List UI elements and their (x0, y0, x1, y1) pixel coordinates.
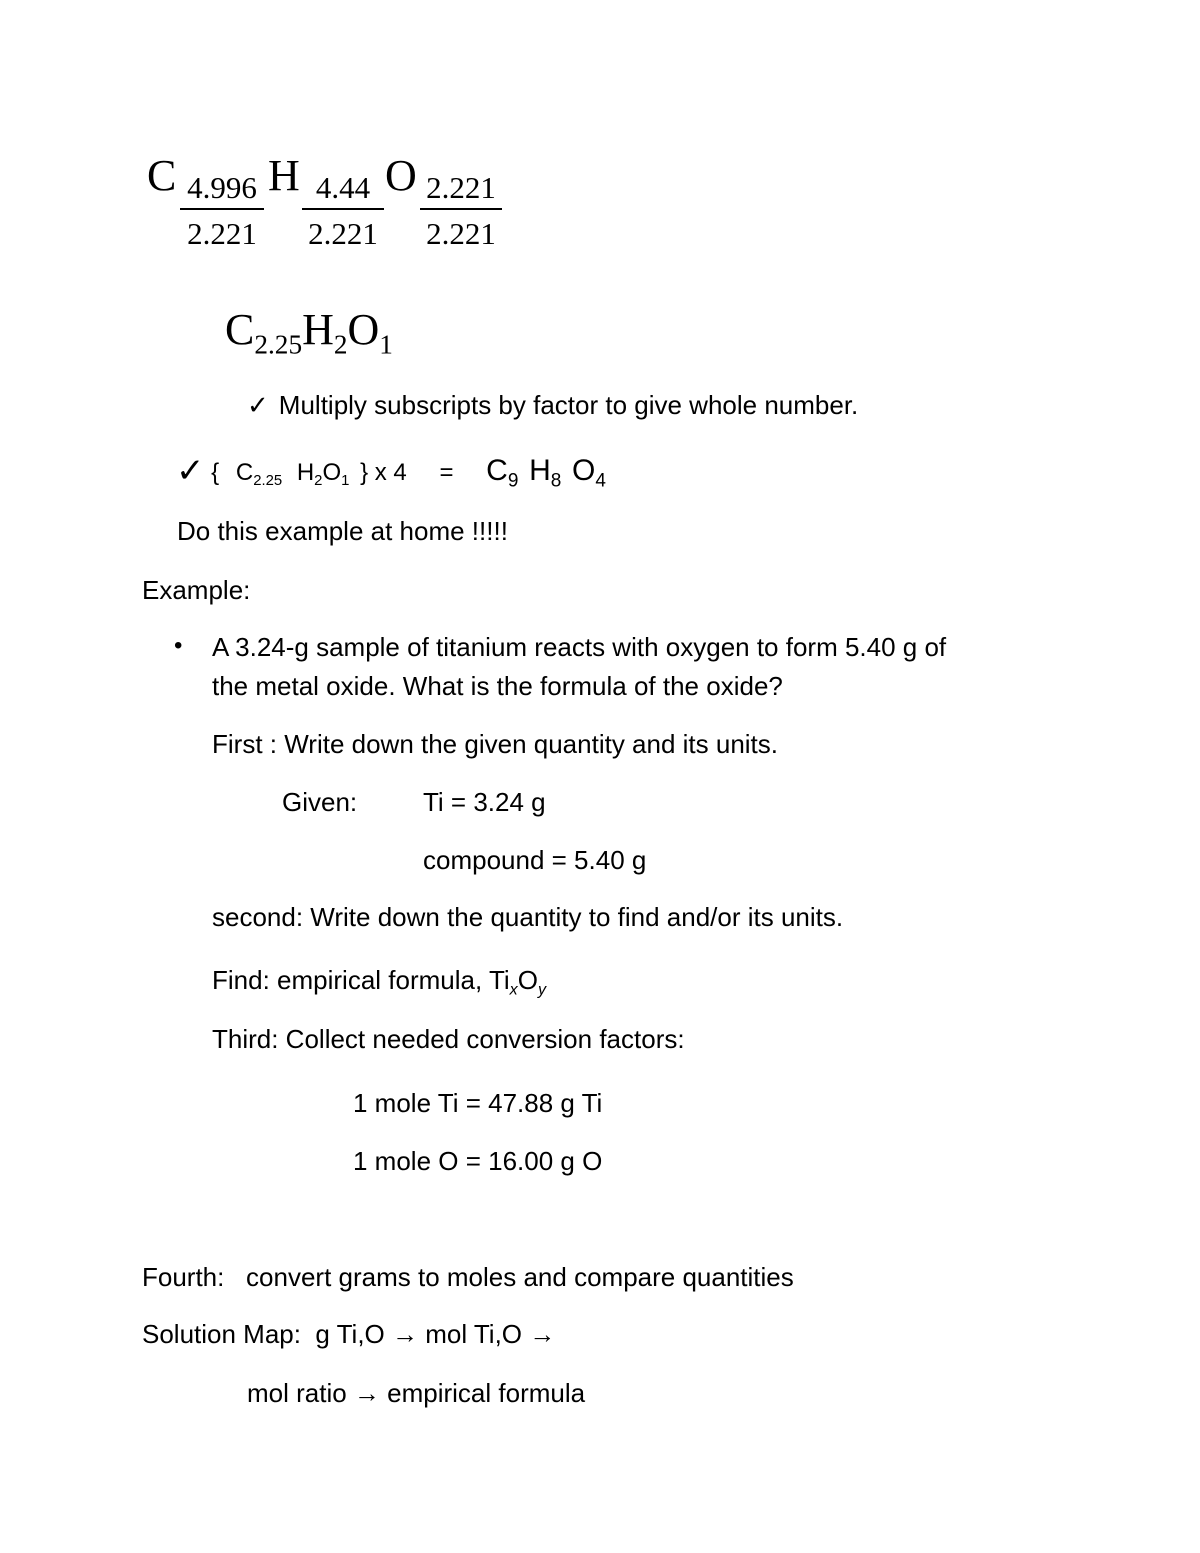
oxygen-denominator: 2.221 (426, 216, 496, 251)
open-brace: { (211, 459, 220, 486)
factor-titanium: 1 mole Ti = 47.88 g Ti (353, 1088, 603, 1118)
hydrogen-numerator: 4.44 (315, 170, 371, 205)
fraction-bar (420, 208, 502, 210)
result-carbon-subscript: 9 (507, 470, 519, 492)
checkmark-icon: ✓ (176, 452, 205, 490)
find-oxygen: O (517, 965, 538, 995)
question-line-1: A 3.24-g sample of titanium reacts with oxygen to form 5.40 g of (212, 632, 947, 662)
carbon-subscript: 2.25 (253, 473, 283, 490)
multiply-instruction-text: Multiply subscripts by factor to give whole number. (278, 390, 859, 420)
carbon-symbol: C (235, 459, 254, 486)
example-label: Example: (142, 575, 251, 605)
given-label: Given: (282, 787, 358, 817)
close-brace-times: } x 4 (360, 459, 407, 486)
oxygen-symbol: O (347, 305, 380, 354)
oxygen-symbol: O (385, 151, 417, 200)
equals-sign: = (439, 459, 454, 486)
result-oxygen-subscript: 4 (595, 470, 606, 492)
step-first: First : Write down the given quantity and its units. (212, 729, 779, 759)
find-x-subscript: x (509, 980, 518, 999)
home-note: Do this example at home !!!!! (177, 516, 508, 546)
hydrogen-subscript: 2 (314, 473, 323, 490)
hydrogen-symbol: H (302, 305, 334, 354)
oxygen-fraction (420, 170, 502, 252)
solution-map-line-2: mol ratio → empirical formula (247, 1378, 586, 1408)
step-find (212, 967, 546, 998)
reduced-formula (225, 305, 393, 360)
checkmark-icon: ✓ (247, 390, 269, 420)
hydrogen-symbol: H (296, 459, 315, 486)
hydrogen-subscript: 2 (333, 329, 348, 360)
result-hydrogen: H (529, 454, 551, 487)
carbon-subscript: 2.25 (254, 329, 303, 360)
question-line-2: the metal oxide. What is the formula of the oxide? (212, 671, 783, 701)
carbon-denominator: 2.221 (187, 216, 257, 251)
oxygen-subscript: 1 (379, 329, 393, 360)
carbon-fraction (180, 170, 264, 252)
solution-map-line-1: Solution Map: g Ti,O → mol Ti,O → (142, 1319, 556, 1349)
result-oxygen: O (571, 454, 596, 487)
given-titanium: Ti = 3.24 g (423, 787, 546, 817)
hydrogen-symbol: H (268, 151, 300, 200)
oxygen-symbol: O (322, 459, 342, 486)
oxygen-subscript: 1 (341, 473, 350, 490)
factor-oxygen: 1 mole O = 16.00 g O (353, 1146, 603, 1176)
fraction-bar (180, 208, 264, 210)
multiply-instruction (247, 392, 858, 418)
fraction-bar (302, 208, 384, 210)
bullet-icon: • (174, 632, 183, 659)
find-text: Find: empirical formula, Ti (212, 965, 510, 995)
result-hydrogen-subscript: 8 (550, 470, 562, 492)
step-second: second: Write down the quantity to find and/or its units. (212, 902, 844, 932)
step-fourth: Fourth: convert grams to moles and compare quantities (142, 1262, 794, 1292)
oxygen-numerator: 2.221 (426, 170, 496, 205)
multiplied-formula (176, 454, 606, 491)
step-third: Third: Collect needed conversion factors: (212, 1024, 685, 1054)
hydrogen-fraction (302, 170, 384, 252)
carbon-numerator: 4.996 (187, 170, 257, 205)
result-carbon: C (486, 454, 508, 487)
hydrogen-denominator: 2.221 (308, 216, 378, 251)
carbon-symbol: C (225, 305, 255, 354)
find-y-subscript: y (537, 980, 547, 999)
carbon-symbol: C (147, 151, 177, 200)
given-compound: compound = 5.40 g (423, 845, 647, 875)
